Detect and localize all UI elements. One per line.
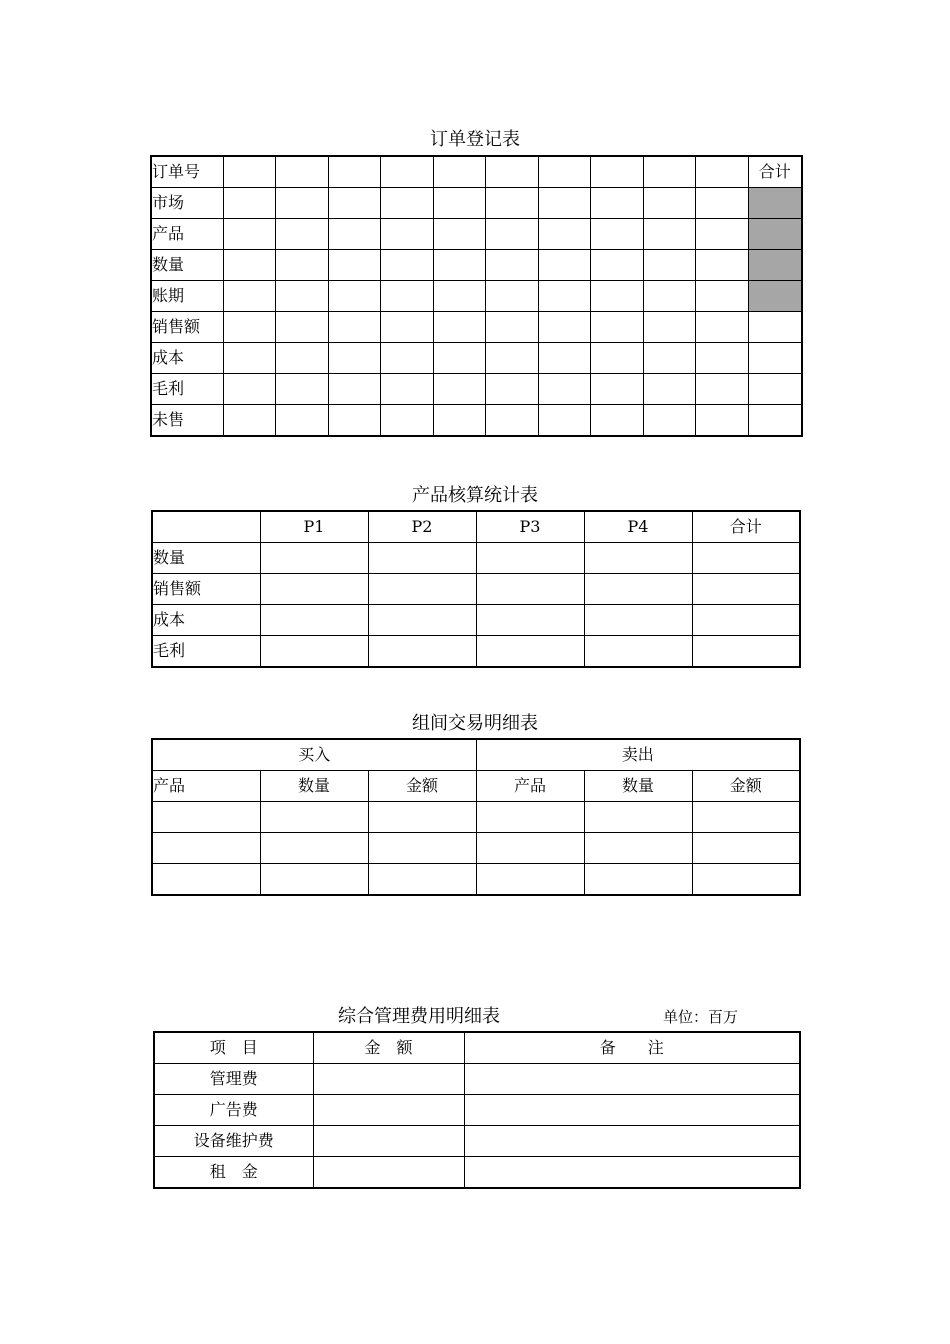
order-cell[interactable] bbox=[433, 312, 486, 343]
admin-expenses-title: 综合管理费用明细表 bbox=[338, 1006, 500, 1027]
total-cell[interactable] bbox=[748, 405, 802, 437]
order-cell[interactable] bbox=[276, 188, 329, 219]
table-row bbox=[152, 802, 800, 833]
table-row bbox=[152, 864, 800, 896]
order-number-cell[interactable] bbox=[538, 156, 591, 188]
order-cell[interactable] bbox=[433, 188, 486, 219]
order-cell[interactable] bbox=[591, 405, 644, 437]
total-cell[interactable] bbox=[748, 374, 802, 405]
trade-cell[interactable] bbox=[368, 864, 476, 896]
unit-label: 单位：百万 bbox=[663, 1008, 739, 1026]
order-cell[interactable] bbox=[591, 281, 644, 312]
order-cell[interactable] bbox=[328, 374, 381, 405]
corner-cell bbox=[152, 511, 260, 543]
trade-cell[interactable] bbox=[260, 864, 368, 896]
table-row bbox=[151, 312, 802, 343]
order-cell[interactable] bbox=[328, 343, 381, 374]
trade-group-header-row bbox=[152, 739, 800, 771]
table-row bbox=[151, 405, 802, 437]
column-header: P4 bbox=[584, 511, 692, 543]
order-cell[interactable] bbox=[328, 219, 381, 250]
order-register-title: 订单登记表 bbox=[430, 129, 520, 150]
column-header: 金额 bbox=[368, 771, 476, 802]
row-label: 未售 bbox=[151, 405, 223, 437]
remark-cell[interactable] bbox=[464, 1157, 800, 1189]
order-cell[interactable] bbox=[696, 312, 749, 343]
order-cell[interactable] bbox=[591, 343, 644, 374]
order-cell[interactable] bbox=[591, 312, 644, 343]
product-accounting-table bbox=[151, 510, 801, 668]
order-cell[interactable] bbox=[643, 343, 696, 374]
buy-header: 买入 bbox=[152, 739, 476, 771]
expense-item-label: 管理费 bbox=[154, 1064, 313, 1095]
order-cell[interactable] bbox=[643, 250, 696, 281]
order-cell[interactable] bbox=[486, 374, 539, 405]
order-cell[interactable] bbox=[643, 312, 696, 343]
order-cell[interactable] bbox=[433, 281, 486, 312]
column-header: 数量 bbox=[584, 771, 692, 802]
table-row bbox=[151, 281, 802, 312]
value-cell[interactable] bbox=[476, 605, 584, 636]
order-cell[interactable] bbox=[486, 405, 539, 437]
total-cell[interactable] bbox=[748, 343, 802, 374]
row-label: 数量 bbox=[151, 250, 223, 281]
product-accounting-title: 产品核算统计表 bbox=[412, 485, 538, 506]
row-label: 成本 bbox=[151, 343, 223, 374]
order-cell[interactable] bbox=[538, 281, 591, 312]
order-number-cell[interactable] bbox=[328, 156, 381, 188]
order-cell[interactable] bbox=[433, 219, 486, 250]
order-number-cell[interactable] bbox=[696, 156, 749, 188]
value-cell[interactable] bbox=[368, 605, 476, 636]
order-cell[interactable] bbox=[486, 281, 539, 312]
order-cell[interactable] bbox=[223, 374, 276, 405]
order-cell[interactable] bbox=[538, 219, 591, 250]
order-cell[interactable] bbox=[381, 281, 434, 312]
order-cell[interactable] bbox=[696, 343, 749, 374]
trade-cell[interactable] bbox=[692, 864, 800, 896]
table-row bbox=[151, 188, 802, 219]
order-cell[interactable] bbox=[591, 374, 644, 405]
order-cell[interactable] bbox=[328, 188, 381, 219]
value-cell[interactable] bbox=[260, 574, 368, 605]
order-cell[interactable] bbox=[538, 374, 591, 405]
row-label: 市场 bbox=[151, 188, 223, 219]
order-cell[interactable] bbox=[643, 374, 696, 405]
trade-cell[interactable] bbox=[368, 833, 476, 864]
row-label: 毛利 bbox=[151, 374, 223, 405]
total-header: 合计 bbox=[748, 156, 802, 188]
order-cell[interactable] bbox=[328, 405, 381, 437]
order-cell[interactable] bbox=[643, 281, 696, 312]
trade-cell[interactable] bbox=[476, 802, 584, 833]
table-row bbox=[151, 374, 802, 405]
column-header: 项 目 bbox=[154, 1032, 313, 1064]
order-cell[interactable] bbox=[328, 281, 381, 312]
total-cell-shaded bbox=[748, 250, 802, 281]
order-cell[interactable] bbox=[276, 219, 329, 250]
trade-cell[interactable] bbox=[152, 864, 260, 896]
value-cell[interactable] bbox=[368, 636, 476, 668]
trade-cell[interactable] bbox=[584, 802, 692, 833]
order-cell[interactable] bbox=[433, 343, 486, 374]
row-label: 销售额 bbox=[152, 574, 260, 605]
admin-expenses-table bbox=[153, 1031, 801, 1189]
column-header: 产品 bbox=[152, 771, 260, 802]
order-cell[interactable] bbox=[276, 343, 329, 374]
order-number-cell[interactable] bbox=[433, 156, 486, 188]
order-cell[interactable] bbox=[696, 250, 749, 281]
order-cell[interactable] bbox=[433, 374, 486, 405]
order-cell[interactable] bbox=[538, 312, 591, 343]
order-cell[interactable] bbox=[538, 188, 591, 219]
table-row bbox=[152, 574, 800, 605]
order-cell[interactable] bbox=[223, 405, 276, 437]
remark-cell[interactable] bbox=[464, 1095, 800, 1126]
column-header: 合计 bbox=[692, 511, 800, 543]
expenses-header-row bbox=[154, 1032, 800, 1064]
order-cell[interactable] bbox=[591, 188, 644, 219]
value-cell[interactable] bbox=[584, 605, 692, 636]
amount-cell[interactable] bbox=[313, 1095, 464, 1126]
trade-cell[interactable] bbox=[476, 833, 584, 864]
order-cell[interactable] bbox=[433, 250, 486, 281]
value-cell[interactable] bbox=[692, 574, 800, 605]
order-cell[interactable] bbox=[486, 219, 539, 250]
order-cell[interactable] bbox=[381, 312, 434, 343]
order-cell[interactable] bbox=[433, 405, 486, 437]
value-cell[interactable] bbox=[260, 605, 368, 636]
trade-cell[interactable] bbox=[692, 833, 800, 864]
table-row bbox=[151, 219, 802, 250]
value-cell[interactable] bbox=[368, 543, 476, 574]
trade-cell[interactable] bbox=[260, 802, 368, 833]
trade-cell[interactable] bbox=[584, 833, 692, 864]
order-cell[interactable] bbox=[696, 219, 749, 250]
table-row bbox=[152, 605, 800, 636]
order-cell[interactable] bbox=[486, 343, 539, 374]
inter-group-trade-table bbox=[151, 738, 801, 896]
row-label: 成本 bbox=[152, 605, 260, 636]
value-cell[interactable] bbox=[476, 574, 584, 605]
order-number-cell[interactable] bbox=[276, 156, 329, 188]
expense-item-label: 广告费 bbox=[154, 1095, 313, 1126]
order-cell[interactable] bbox=[223, 188, 276, 219]
order-cell[interactable] bbox=[486, 250, 539, 281]
trade-cell[interactable] bbox=[476, 864, 584, 896]
trade-cell[interactable] bbox=[260, 833, 368, 864]
order-number-cell[interactable] bbox=[643, 156, 696, 188]
column-header: 数量 bbox=[260, 771, 368, 802]
order-cell[interactable] bbox=[381, 374, 434, 405]
value-cell[interactable] bbox=[692, 605, 800, 636]
table-row bbox=[152, 543, 800, 574]
value-cell[interactable] bbox=[260, 543, 368, 574]
total-cell-shaded bbox=[748, 281, 802, 312]
column-header: P3 bbox=[476, 511, 584, 543]
order-cell[interactable] bbox=[223, 250, 276, 281]
table-row bbox=[151, 250, 802, 281]
product-header-row bbox=[152, 511, 800, 543]
order-cell[interactable] bbox=[328, 250, 381, 281]
value-cell[interactable] bbox=[368, 574, 476, 605]
amount-cell[interactable] bbox=[313, 1126, 464, 1157]
order-cell[interactable] bbox=[381, 188, 434, 219]
column-header: 金额 bbox=[692, 771, 800, 802]
trade-subheader-row bbox=[152, 771, 800, 802]
trade-cell[interactable] bbox=[368, 802, 476, 833]
expense-item-label: 租 金 bbox=[154, 1157, 313, 1189]
order-cell[interactable] bbox=[643, 219, 696, 250]
order-header-row bbox=[151, 156, 802, 188]
value-cell[interactable] bbox=[584, 543, 692, 574]
order-cell[interactable] bbox=[276, 374, 329, 405]
order-cell[interactable] bbox=[381, 219, 434, 250]
trade-cell[interactable] bbox=[692, 802, 800, 833]
order-cell[interactable] bbox=[696, 188, 749, 219]
amount-cell[interactable] bbox=[313, 1064, 464, 1095]
total-cell[interactable] bbox=[748, 312, 802, 343]
order-cell[interactable] bbox=[486, 312, 539, 343]
row-label: 数量 bbox=[152, 543, 260, 574]
sell-header: 卖出 bbox=[476, 739, 800, 771]
order-cell[interactable] bbox=[381, 250, 434, 281]
order-cell[interactable] bbox=[381, 405, 434, 437]
value-cell[interactable] bbox=[692, 636, 800, 668]
column-header: P2 bbox=[368, 511, 476, 543]
order-cell[interactable] bbox=[696, 281, 749, 312]
table-row bbox=[154, 1095, 800, 1126]
order-register-table bbox=[150, 155, 803, 437]
expense-item-label: 设备维护费 bbox=[154, 1126, 313, 1157]
order-cell[interactable] bbox=[223, 343, 276, 374]
value-cell[interactable] bbox=[584, 574, 692, 605]
order-cell[interactable] bbox=[591, 250, 644, 281]
row-label: 毛利 bbox=[152, 636, 260, 668]
order-cell[interactable] bbox=[591, 219, 644, 250]
order-cell[interactable] bbox=[381, 343, 434, 374]
value-cell[interactable] bbox=[476, 543, 584, 574]
order-cell[interactable] bbox=[223, 219, 276, 250]
order-cell[interactable] bbox=[328, 312, 381, 343]
order-cell[interactable] bbox=[276, 281, 329, 312]
order-cell[interactable] bbox=[538, 343, 591, 374]
inter-group-trade-title: 组间交易明细表 bbox=[412, 713, 538, 734]
value-cell[interactable] bbox=[692, 543, 800, 574]
column-header: P1 bbox=[260, 511, 368, 543]
order-cell[interactable] bbox=[276, 312, 329, 343]
table-row bbox=[151, 343, 802, 374]
order-cell[interactable] bbox=[696, 405, 749, 437]
table-row bbox=[152, 833, 800, 864]
trade-cell[interactable] bbox=[584, 864, 692, 896]
order-number-label: 订单号 bbox=[151, 156, 223, 188]
value-cell[interactable] bbox=[476, 636, 584, 668]
row-label: 账期 bbox=[151, 281, 223, 312]
order-cell[interactable] bbox=[696, 374, 749, 405]
trade-cell[interactable] bbox=[152, 802, 260, 833]
value-cell[interactable] bbox=[260, 636, 368, 668]
table-row bbox=[152, 636, 800, 668]
trade-cell[interactable] bbox=[152, 833, 260, 864]
order-number-cell[interactable] bbox=[486, 156, 539, 188]
column-header: 金 额 bbox=[313, 1032, 464, 1064]
remark-cell[interactable] bbox=[464, 1064, 800, 1095]
row-label: 销售额 bbox=[151, 312, 223, 343]
order-cell[interactable] bbox=[276, 250, 329, 281]
column-header: 产品 bbox=[476, 771, 584, 802]
amount-cell[interactable] bbox=[313, 1157, 464, 1189]
value-cell[interactable] bbox=[584, 636, 692, 668]
column-header: 备 注 bbox=[464, 1032, 800, 1064]
order-number-cell[interactable] bbox=[381, 156, 434, 188]
order-cell[interactable] bbox=[223, 312, 276, 343]
order-number-cell[interactable] bbox=[223, 156, 276, 188]
order-number-cell[interactable] bbox=[591, 156, 644, 188]
order-cell[interactable] bbox=[486, 188, 539, 219]
table-row bbox=[154, 1064, 800, 1095]
order-cell[interactable] bbox=[643, 405, 696, 437]
total-cell-shaded bbox=[748, 188, 802, 219]
row-label: 产品 bbox=[151, 219, 223, 250]
total-cell-shaded bbox=[748, 219, 802, 250]
table-row bbox=[154, 1126, 800, 1157]
table-row bbox=[154, 1157, 800, 1189]
order-cell[interactable] bbox=[276, 405, 329, 437]
order-cell[interactable] bbox=[538, 250, 591, 281]
remark-cell[interactable] bbox=[464, 1126, 800, 1157]
order-cell[interactable] bbox=[538, 405, 591, 437]
order-cell[interactable] bbox=[223, 281, 276, 312]
order-cell[interactable] bbox=[643, 188, 696, 219]
